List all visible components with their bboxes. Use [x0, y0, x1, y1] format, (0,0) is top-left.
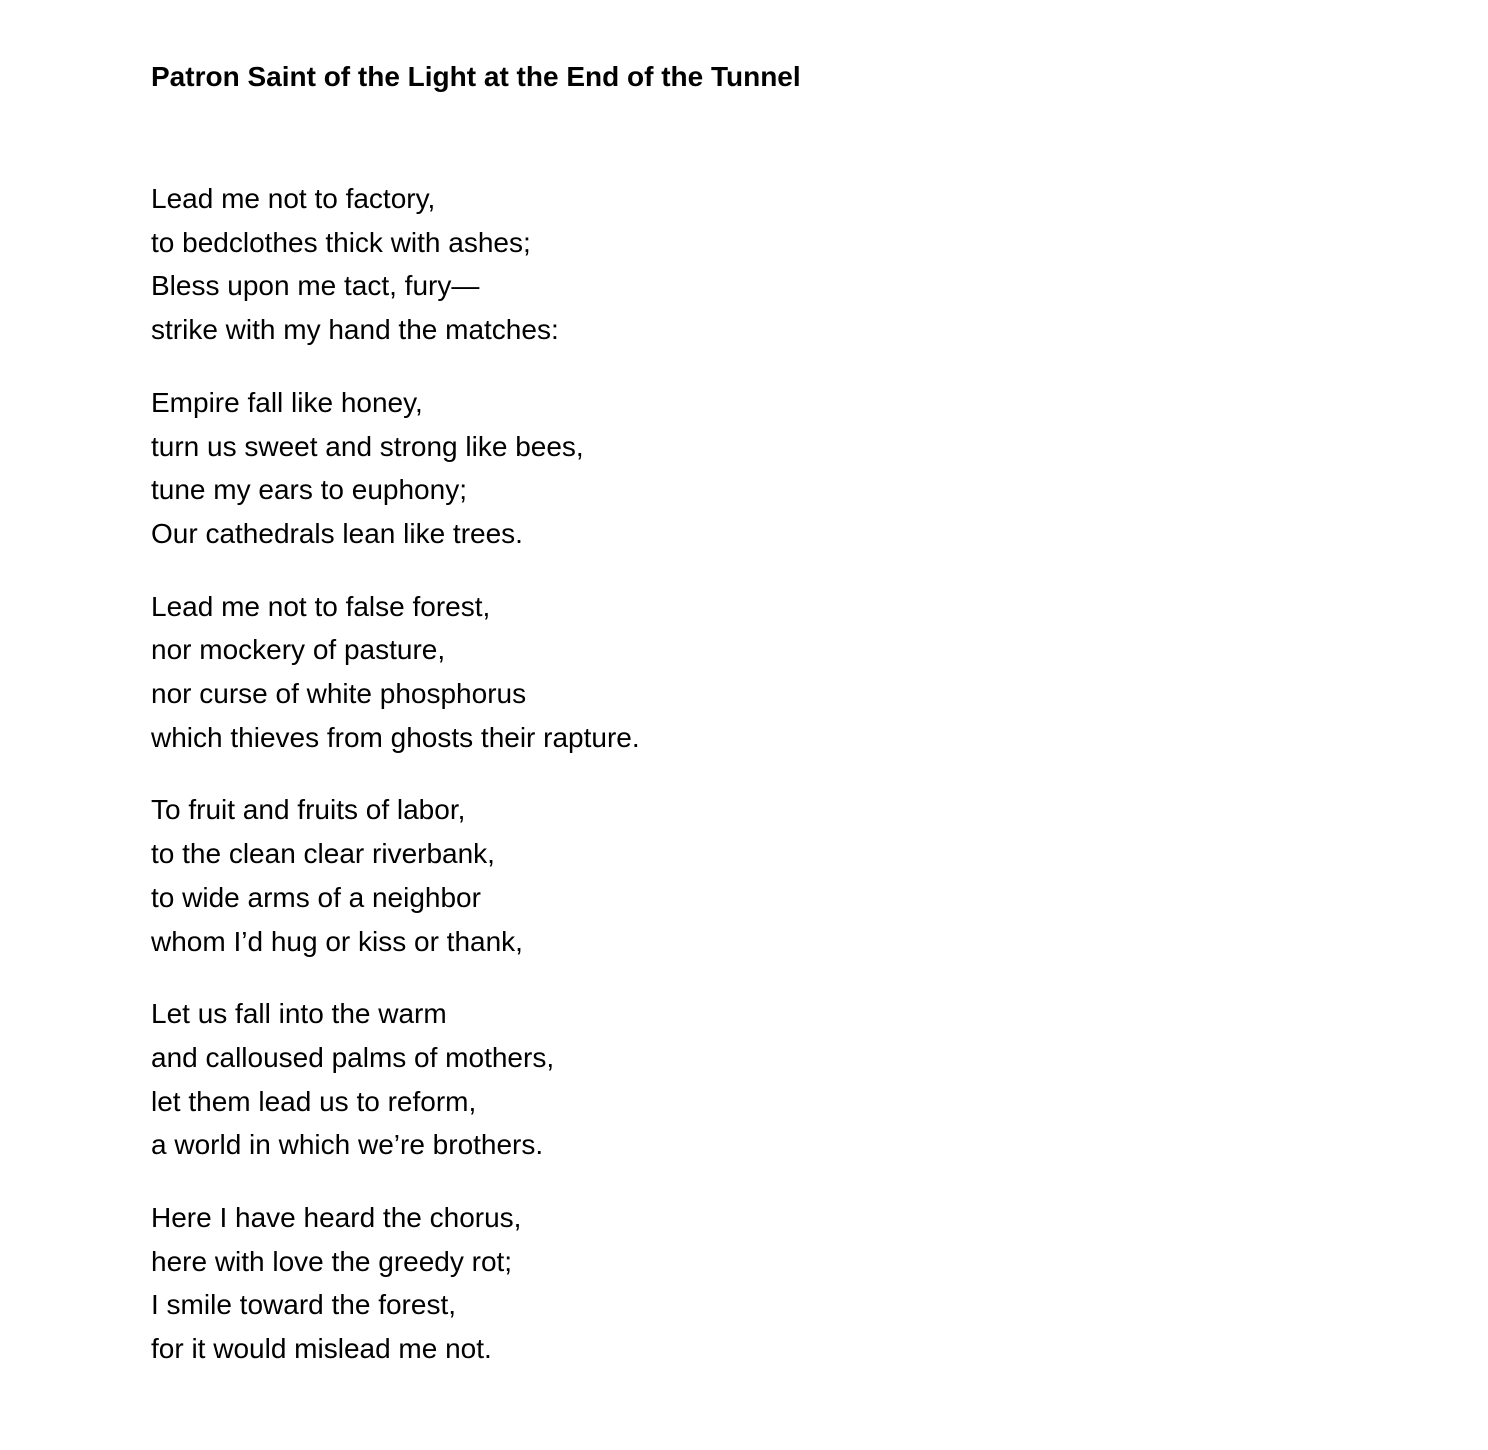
poem-line: Empire fall like honey,	[151, 386, 423, 418]
poem-line: To fruit and fruits of labor,	[151, 794, 466, 826]
poem-line: to wide arms of a neighbor	[151, 881, 481, 913]
poem-line: Lead me not to false forest,	[151, 590, 491, 622]
poem-line: tune my ears to euphony;	[151, 474, 467, 506]
poem-line: Here I have heard the chorus,	[151, 1202, 522, 1234]
poem-line: to the clean clear riverbank,	[151, 838, 495, 870]
poem-line: nor curse of white phosphorus	[151, 678, 527, 710]
poem-line: a world in which we’re brothers.	[151, 1129, 544, 1161]
stanza-3	[151, 585, 1351, 760]
stanza-4	[151, 788, 1351, 963]
poem-line: Our cathedrals lean like trees.	[151, 517, 523, 549]
poem-line: to bedclothes thick with ashes;	[151, 226, 531, 258]
poem-line: Lead me not to factory,	[151, 183, 436, 214]
stanza-6	[151, 1196, 1351, 1371]
poem-line: whom I’d hug or kiss or thank,	[151, 925, 523, 957]
poem-body	[151, 177, 1351, 1371]
poem-line: for it would mislead me not.	[151, 1333, 492, 1365]
poem-line: I smile toward the forest,	[151, 1289, 457, 1321]
poem-line: nor mockery of pasture,	[151, 634, 446, 666]
stanza-5	[151, 992, 1351, 1167]
poem-line: let them lead us to reform,	[151, 1085, 477, 1117]
poem-line: Bless upon me tact, fury—	[151, 270, 480, 302]
poem-line: Let us fall into the warm	[151, 998, 447, 1030]
poem-line: strike with my hand the matches:	[151, 314, 559, 346]
poem-line: which thieves from ghosts their rapture.	[151, 721, 640, 753]
poem-line: turn us sweet and strong like bees,	[151, 430, 584, 462]
poem-page	[151, 0, 1351, 1400]
stanza-2	[151, 381, 1351, 556]
poem-title: Patron Saint of the Light at the End of the Tunnel	[151, 61, 801, 92]
poem-line: and calloused palms of mothers,	[151, 1041, 555, 1073]
stanza-1	[151, 177, 1351, 352]
poem-line: here with love the greedy rot;	[151, 1245, 513, 1277]
